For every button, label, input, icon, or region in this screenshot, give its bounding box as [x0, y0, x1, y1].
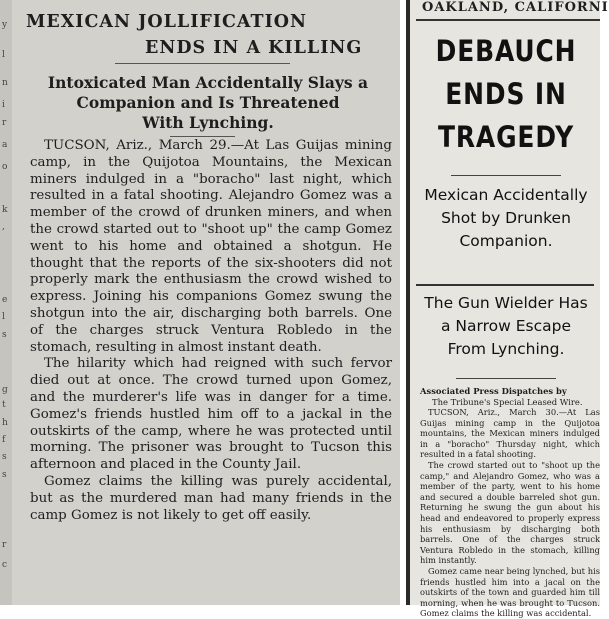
paragraph: The crowd started out to "shoot up the camp," and Alejandro Gomez, who was a member of the party, went to his home and secured a double barreled shot gun. Returning he swung the gun about his head and endeavored to properly express his enthusiasm by discharging both barrels. One of the charges struck Ventura Robledo in the stomach, killing him instantly.: [420, 459, 600, 566]
margin-fragment: n: [2, 78, 8, 88]
subhead-line: a Narrow Escape: [440, 317, 571, 335]
paragraph: TUCSON, Ariz., March 30.—At Las Guijas mining camp in the Quijotoa mountains, the Mexican miners indulged in a "boracho" Thursday night, which resulted in a fatal shooting.: [420, 407, 600, 460]
margin-fragment: s: [2, 330, 7, 340]
margin-fragment: s: [2, 470, 7, 480]
subhead-line: The Gun Wielder Has: [424, 294, 588, 312]
margin-fragment: g: [2, 385, 8, 395]
margin-fragment: r: [2, 540, 7, 550]
margin-fragment: o: [2, 162, 8, 172]
masthead: OAKLAND, CALIFORNI: [422, 0, 609, 15]
margin-fragment: e: [2, 295, 8, 305]
margin-fragment: a: [2, 140, 8, 150]
article-body: [420, 407, 600, 619]
subhead-line: Shot by Drunken: [441, 209, 571, 227]
margin-fragment: s: [2, 452, 7, 462]
deck-headline: [20, 73, 396, 133]
paragraph: Gomez claims the killing was purely accidental, but as the murdered man had many friends in the camp Gomez is not likely to get off easily.: [30, 473, 392, 523]
article-body: [30, 138, 392, 524]
subhead-2: [414, 292, 598, 361]
divider: [451, 175, 561, 176]
subhead-line: From Lynching.: [447, 340, 565, 358]
divider: [416, 284, 594, 286]
paragraph: TUCSON, Ariz., March 29.—At Las Guijas mining camp, in the Quijotoa Mountains, the Mexican miners indulged in a "boracho" last night, which resulted in a fatal shooting. Alejandro Gomez was a member of the crowd of drunken miners, and when the crowd started out to "shoot up" the camp Gomez went to his home and obtained a shotgun. He thought that the reports of the six-shooters did not properly mark the enthusiasm the crowd wished to express. Joining his companions Gomez swung the shotgun into the air, discharging both barrels. One of the charges struck Ventura Robledo in the stomach, resulting in almost instant death.: [30, 138, 392, 355]
deck-line: Companion and Is Threatened: [76, 93, 340, 112]
subhead-line: Companion.: [459, 232, 553, 250]
subhead-1: [414, 184, 598, 253]
margin-fragment: f: [2, 435, 6, 445]
margin-fragment: r: [2, 118, 7, 128]
right-clipping: [406, 0, 609, 619]
margin-fragment: l: [2, 50, 5, 60]
margin-fragment: l: [2, 312, 5, 322]
margin-strip: [0, 0, 12, 605]
margin-fragment: i: [2, 100, 5, 110]
margin-fragment: t: [2, 400, 6, 410]
margin-fragment: h: [2, 418, 8, 428]
headline-line: DEBAUCH: [435, 34, 577, 68]
paragraph: Gomez came near being lynched, but his friends hustled him into a jacal on the outskirts of the town and guarded him till morning, when he was brought to Tucson. Gomez claims the killing was accidental.: [420, 565, 600, 619]
headline-line-1: MEXICAN JOLLIFICATION: [26, 12, 307, 32]
headline-line: TRAGEDY: [437, 120, 574, 154]
headline-line-2: ENDS IN A KILLING: [145, 38, 363, 58]
paragraph: The hilarity which had reigned with such fervor died out at once. The crowd turned upon Gomez, and the murderer's life was in danger for a time. Gomez's friends hustled him off to a jackal in the outskirts of the camp, where he was protected until morning. The prisoner was brought to Tucson this afternoon and placed in the County Jail.: [30, 356, 392, 473]
margin-fragment: c: [2, 560, 8, 570]
divider: [115, 63, 290, 64]
subhead-line: Mexican Accidentally: [424, 186, 588, 204]
wire-credit: Associated Press Dispatches by: [420, 386, 567, 396]
divider: [456, 378, 556, 379]
main-headline: [427, 30, 585, 159]
margin-fragment: y: [2, 20, 8, 30]
wire-credit: The Tribune's Special Leased Wire.: [432, 397, 583, 407]
deck-line: With Lynching.: [142, 113, 274, 132]
margin-fragment: k: [2, 205, 8, 215]
divider: [416, 19, 600, 21]
divider: [170, 136, 235, 137]
deck-line: Intoxicated Man Accidentally Slays a: [47, 73, 369, 92]
headline-line: ENDS IN: [445, 77, 567, 111]
margin-fragment: ,: [2, 222, 5, 232]
column-rule: [406, 0, 410, 605]
